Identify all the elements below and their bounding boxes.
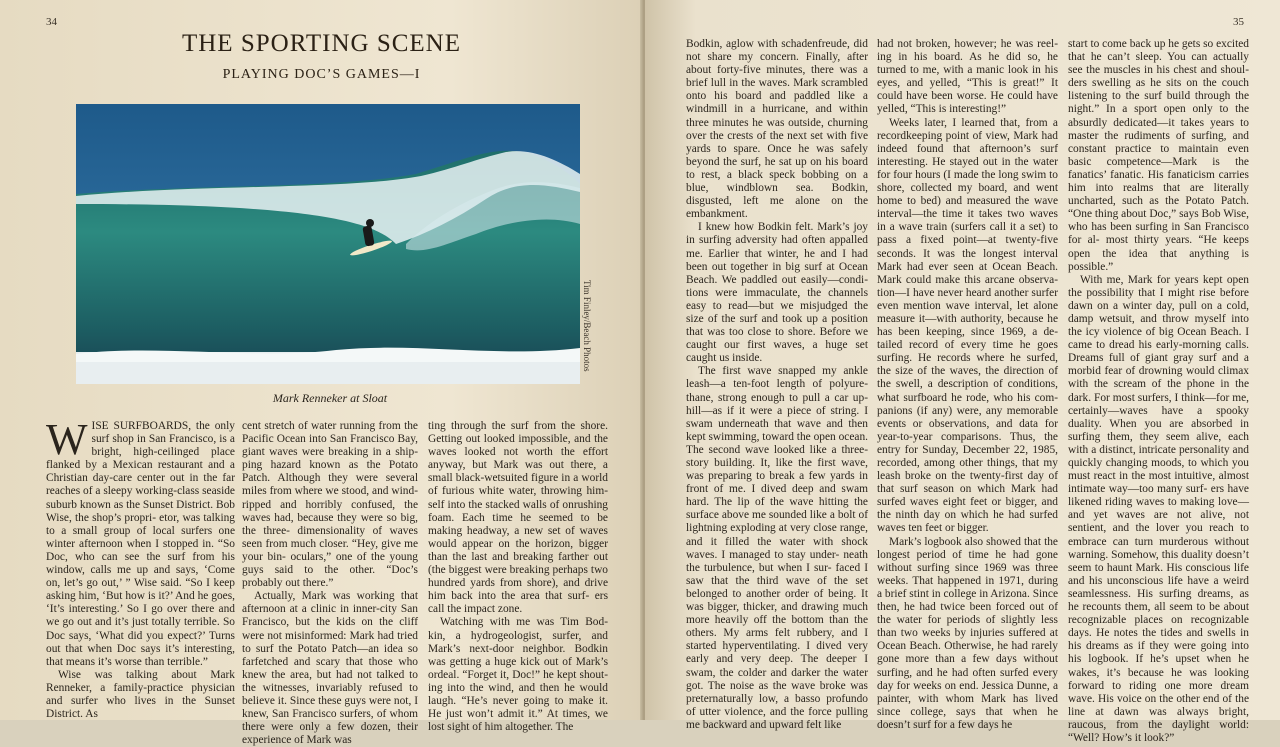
left-column-2	[242, 420, 418, 747]
left-column-3	[428, 420, 608, 734]
surfer-photo	[76, 104, 580, 384]
paragraph: start to come back up he gets so excited that he can’t sleep. You can actually see the muscles in his chest and shoul- ders swelling as he sits on the couch listening to the surf build through the night.” In a sport open only to the absurdly dedicated—it takes years to master the rudiments of surfing, and constant practice to maintain even basic competence—Mark is the fanatics’ fanatic. His fanaticism carries him into realms that are literally uncharted, such as the Potato Patch. “One thing about Doc,” says Bob Wise, who has been surfing in San Francisco for al- most thirty years. “He keeps open the idea that anything is possible.”	[1068, 38, 1249, 273]
article-section-title: THE SPORTING SCENE	[181, 30, 461, 57]
paragraph	[46, 415, 235, 669]
paragraph: The first wave snapped my ankle leash—a ten-foot length of polyure- thane, strong enough to pull a car up- hill—as if it were a piece of string. I swam underneath that wave and then kept swimming, toward the open ocean. The second wave looked like a three- story building. It, like the first wave, was preparing to break a few yards in front of me. I dived deep and swam hard. The lip of the wave hitting the surface above me sounded like a bolt of lightning exploding at very close range, and it filled the water with shock waves. I managed to stay under- neath the turbulence, but when I sur- faced I saw that the third wave of the set belonged to another order of being. It was bigger, thicker, and drawing much more heavily off the bottom than the others. My arms felt rubbery, and I started hyperventilating. I dived very early and very deep. The deeper I swam, the colder and darker the water got. The noise as the wave broke was preternaturally low, a basso profundo of utter violence, and the force pulling me backward and upward felt like	[686, 365, 868, 731]
paragraph: cent stretch of water running from the Pacific Ocean into San Francisco Bay, giant waves were breaking in a ship- ping hazard known as the Potato Patch. Although they were several miles from where we stood, and wind-ripped and horribly confused, the waves had, because they were so big, the three- dimensionality of waves seen from much closer. “Hey, give me your bin- oculars,” one of the young guys said to the other. “Doc’s probably out there.”	[242, 420, 418, 590]
photo-caption: Mark Renneker at Sloat	[272, 391, 388, 405]
paragraph: Mark’s logbook also showed that the longest period of time he had gone without surfing since 1969 was three weeks. That happened in 1971, during a brief stint in college in Arizona. Since then, he had twice been forced out of the water for periods of slightly less than two weeks by injuries suffered at Ocean Beach. Otherwise, he had rarely gone more than a few days without surfing, and he had often surfed every day for weeks on end. Jessica Dunne, a painter, with whom Mark has lived since college, says that when he doesn’t surf for a few days he	[877, 535, 1058, 731]
paragraph-text: ISE SURFBOARDS, the only surf shop in San Francisco, is a bright, high-ceilinged place flanked by a Mexican restaurant and a Christian day-care center out in the far reaches of a sleepy working-class seaside suburb known as the Sunset District. Bob Wise, the shop’s propri- etor, was talking to a small group of local surfers one winter afternoon when I stopped in. “So Doc, who can see the surf from his window, calls me up and says, ‘Come on, let’s go out,’ ” Wise said. “So I keep asking him, ‘But how is it?’ And he goes, ‘It’s interesting.’ So I go over there and we go out and it’s just totally terrible. So Doc says, ‘What did you expect?’ Turns out that when Doc says it’s interesting, that means it’s worse than terrible.”	[46, 420, 235, 668]
paragraph: Bodkin, aglow with schadenfreude, did not share my concern. Finally, after about forty-five minutes, there was a brief lull in the waves. Mark scrambled onto his board and paddled like a windmill in a hurricane, and within three minutes he was outside, churning over the crests of the next set with five yards to spare. Once he was safely beyond the surf, he sat up on his board to rest, a black speck bobbing on a blue, windblown sea. Bodkin, disgusted, left me alone on the embankment.	[686, 38, 868, 221]
right-column-1	[686, 38, 868, 731]
paragraph: had not broken, however; he was reel- ing in his board. As he did so, he turned to me, with a manic look in his eyes, and yelled, “This is great!” It could have been worse. He could have yelled, “This is interesting!”	[877, 38, 1058, 116]
paragraph: I knew how Bodkin felt. Mark’s joy in surfing adversity had often appalled me. Earlier that winter, he and I had been out together in big surf at Ocean Beach. We paddled out easily—condi- tions were immaculate, the channels easy to read—but we misjudged the size of the surf and took up a position that was too close to shore. Before we caught our first waves, a huge set caught us inside.	[686, 221, 868, 365]
paragraph: Wise was talking about Mark Renneker, a family-practice physician and surfer who lives in the Sunset District. As	[46, 668, 235, 721]
left-column-1	[46, 415, 235, 721]
paragraph: Weeks later, I learned that, from a recordkeeping point of view, Mark had indeed found that afternoon’s surf interesting. He stayed out in the water for four hours (I made the long swim to shore, collected my board, and went home to bed) and measured the wave interval—the time it takes two waves in a wave train (surfers call it a set) to pass a fixed point—at twenty-five seconds. It was the longest interval Mark had ever seen at Ocean Beach. Mark could make this arcane observa- tion—I have never heard another surfer even mention wave interval, let alone measure it—with authority, because he has been keeping, since 1969, a de- tailed record of every time he goes surfing. He records where he surfed, the size of the waves, the direction of the swell, a description of conditions, what surfboard he rode, who his com- panions (if any) were, any memorable events or observations, and data for year-to-year comparisons. Thus, the entry for Sunday, December 22, 1985, recorded, among other things, that my leash broke on the twenty-first day of that surf season on which Mark had surfed waves eight feet or bigger, and the ninth day on which he had surfed waves ten feet or bigger.	[877, 116, 1058, 535]
paragraph: With me, Mark for years kept open the possibility that I might rise before dawn on a winter day, pull on a cold, damp wetsuit, and throw myself into the icy violence of big Ocean Beach. I came to dread his early-morning calls. Dreams full of giant gray surf and a morbid fear of drowning would climax with the scream of the phone in the dark. For most surfers, I think—for me, certainly—waves have a spooky duality. When you are absorbed in surfing them, they seem alive, each with a distinct, intricate personality and quickly changing moods, to which you must react in the most intuitive, almost intimate way—too many surf- ers have likened riding waves to making love—and yet waves are not alive, not sentient, and the lover you reach to embrace can turn murderous without warning. Somehow, this duality doesn’t seem to haunt Mark. His conscious life and his unconscious life have a weird seamlessness. His surfing dreams, as he recounts them, all seem to be about recognizable places on recognizable days. He notes the tides and swells in his dreams as if they were going into his logbook. If he’s upset when he wakes, it’s because he was looking forward to riding one more dream wave. His voice on the other end of the line at dawn was always bright, raucous, from the daylight world: “Well? How’s it look?”	[1068, 273, 1249, 744]
paragraph: Watching with me was Tim Bod- kin, a hydrogeologist, surfer, and Mark’s next-door neighbor. Bodkin was getting a huge kick out of Mark’s ordeal. “Forget it, Doc!” he kept shout- ing into the wind, and then he would laugh. “He’s never going to make it. He just won’t admit it.” At times, we lost sight of him altogether. The	[428, 616, 608, 734]
right-column-3	[1068, 38, 1249, 744]
right-column-2	[877, 38, 1058, 731]
paragraph: ting through the surf from the shore. Getting out looked impossible, and the waves looked not worth the effort anyway, but Mark was out there, a small black-wetsuited figure in a world of furious white water, throwing him- self into the stacked walls of onrushing foam. Each time he seemed to be making headway, a new set of waves would appear on the horizon, bigger than the last and breaking farther out (the biggest were breaking perhaps two hundred yards from shore), and drive him back into the area that surf- ers call the impact zone.	[428, 420, 608, 616]
article-subtitle: PLAYING DOC’S GAMES—I	[222, 67, 421, 82]
page-number-left: 34	[46, 16, 57, 28]
photo-credit: Tim Finley/Beach Photos	[582, 280, 592, 372]
paragraph: Actually, Mark was working that afternoon at a clinic in inner-city San Francisco, but the kids on the cliff were not misinformed: Mark had tried to surf the Potato Patch—an idea so farfetched and scary that those who knew the area, but had not talked to the witnesses, invariably refused to believe it. Since these guys were not, I knew, San Francisco surfers, of whom there were only a few dozen, their experience of Mark was	[242, 590, 418, 747]
page-number-right: 35	[1233, 16, 1244, 28]
drop-cap: W	[46, 415, 88, 464]
right-page	[645, 0, 1280, 744]
